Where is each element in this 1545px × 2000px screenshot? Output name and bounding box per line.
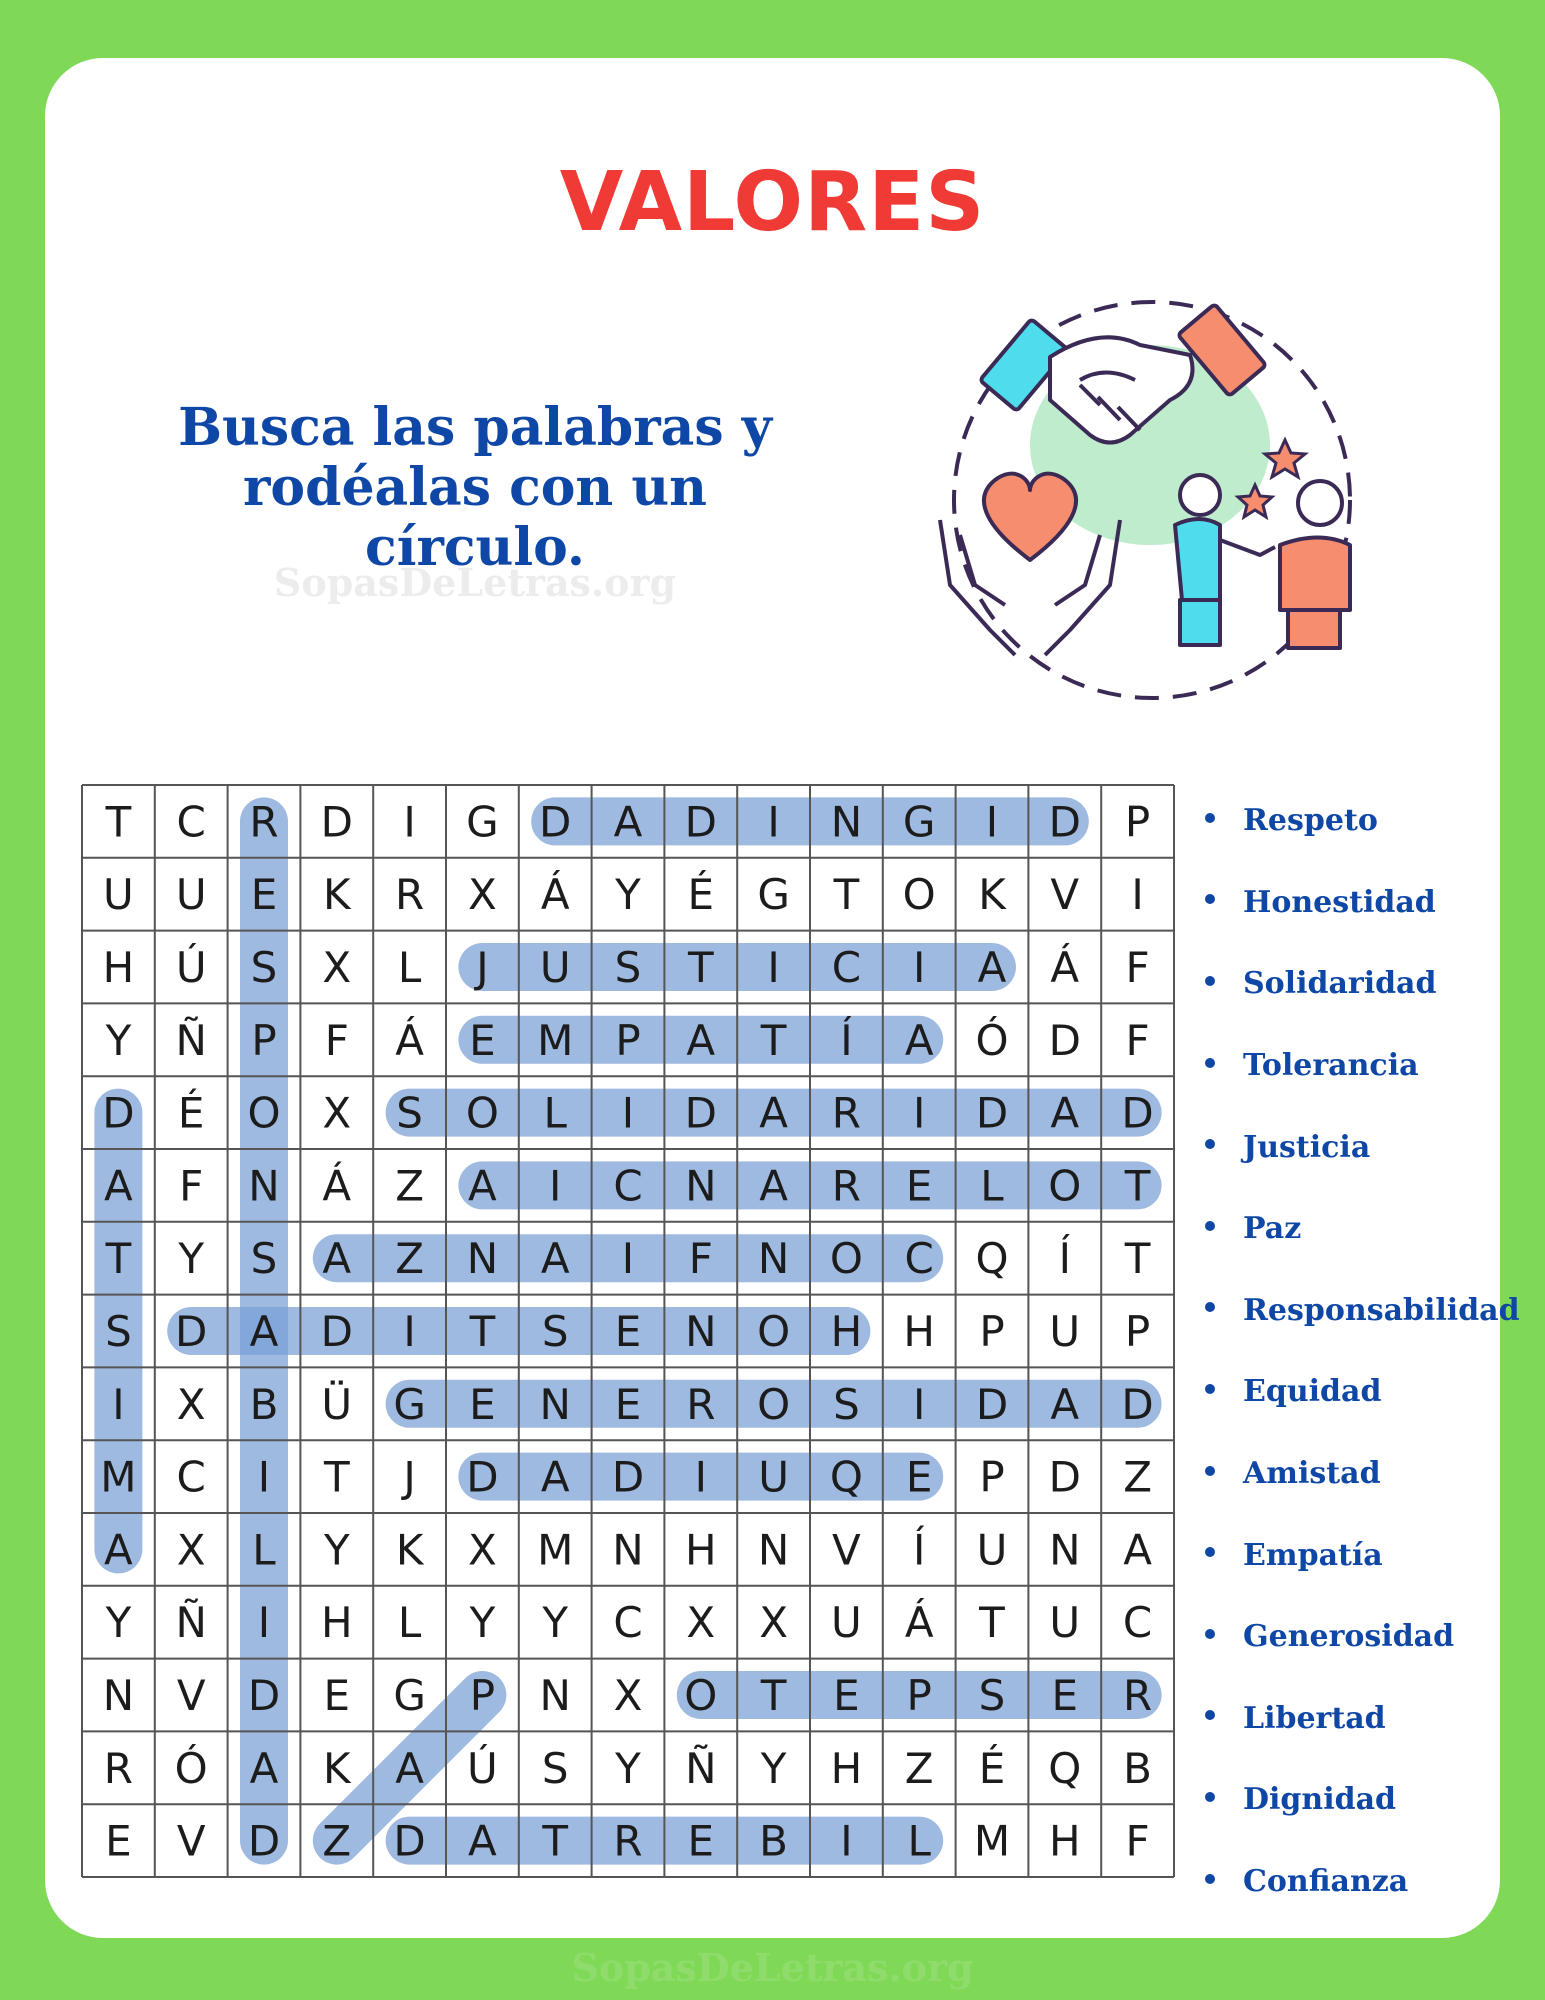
word-list-item bbox=[1205, 1270, 1520, 1352]
grid-cell-letter[interactable]: D bbox=[539, 797, 572, 847]
grid-cell-letter[interactable]: Ñ bbox=[175, 1015, 207, 1065]
bottom-watermark: SopasDeLetras.org bbox=[571, 1945, 974, 1990]
grid-cell-letter[interactable]: P bbox=[906, 1671, 932, 1720]
grid-cell-letter[interactable]: T bbox=[760, 1671, 787, 1720]
grid-cell-letter[interactable]: D bbox=[247, 1671, 281, 1720]
bullet-icon bbox=[1205, 1874, 1215, 1884]
grid-cell-letter[interactable]: U bbox=[103, 870, 134, 920]
grid-cell-letter[interactable]: Y bbox=[323, 1525, 350, 1575]
word-list-item bbox=[1205, 1841, 1520, 1923]
grid-cell-letter[interactable]: N bbox=[612, 1525, 644, 1575]
grid-cell-letter[interactable]: C bbox=[176, 797, 206, 847]
grid-cell-letter[interactable]: I bbox=[840, 1816, 853, 1866]
grid-cell-letter[interactable]: Á bbox=[904, 1598, 934, 1648]
grid-cell-letter[interactable]: R bbox=[613, 1816, 643, 1866]
grid-cell-letter[interactable]: U bbox=[539, 943, 571, 992]
grid-cell-letter[interactable]: N bbox=[757, 1525, 790, 1575]
grid-cell-letter[interactable]: C bbox=[176, 1452, 206, 1502]
grid-cell-letter[interactable]: R bbox=[831, 1161, 861, 1211]
grid-cell-letter[interactable]: I bbox=[913, 943, 926, 992]
grid-cell-letter[interactable]: O bbox=[247, 1088, 281, 1138]
grid-cell-letter[interactable]: X bbox=[322, 1088, 352, 1138]
grid-cell-letter[interactable]: N bbox=[685, 1307, 717, 1356]
grid-cell-letter[interactable]: A bbox=[977, 943, 1007, 992]
grid-cell-letter[interactable]: E bbox=[250, 870, 278, 920]
grid-cell-letter[interactable]: V bbox=[832, 1525, 861, 1575]
grid-cell-letter[interactable]: B bbox=[249, 1379, 279, 1429]
grid-cell-letter[interactable]: Z bbox=[1123, 1452, 1152, 1502]
grid-cell-letter[interactable]: I bbox=[985, 797, 999, 847]
grid-cell-letter[interactable]: L bbox=[980, 1161, 1004, 1211]
grid-cell-letter[interactable]: F bbox=[1125, 1015, 1150, 1065]
grid-cell-letter[interactable]: Y bbox=[615, 1743, 641, 1793]
bullet-icon bbox=[1205, 1302, 1215, 1312]
grid-cell-letter[interactable]: D bbox=[320, 797, 353, 847]
grid-cell-letter[interactable]: L bbox=[543, 1088, 567, 1138]
grid-cell-letter[interactable]: D bbox=[247, 1816, 281, 1866]
grid-cell-letter[interactable]: R bbox=[831, 1088, 861, 1138]
grid-cell-letter[interactable]: A bbox=[249, 1743, 279, 1793]
word-list-item bbox=[1205, 1433, 1520, 1515]
grid-cell-letter[interactable]: Q bbox=[1048, 1743, 1082, 1793]
word-label: Dignidad bbox=[1243, 1782, 1396, 1818]
grid-cell-letter[interactable]: X bbox=[759, 1598, 788, 1648]
bullet-icon bbox=[1205, 1792, 1215, 1802]
grid-cell-letter[interactable]: D bbox=[684, 797, 717, 847]
grid-cell-letter[interactable]: D bbox=[1121, 1088, 1154, 1138]
grid-cell-letter[interactable]: Í bbox=[1058, 1234, 1071, 1284]
grid-cell-letter[interactable]: H bbox=[1049, 1816, 1081, 1866]
grid-cell-letter[interactable]: I bbox=[767, 943, 780, 992]
grid-cell-letter[interactable]: B bbox=[1123, 1743, 1153, 1793]
grid-cell-letter[interactable]: D bbox=[320, 1307, 353, 1356]
grid-cell-letter[interactable]: Á bbox=[322, 1161, 352, 1211]
grid-cell-letter[interactable]: X bbox=[613, 1671, 643, 1720]
grid-cell-letter[interactable]: U bbox=[175, 870, 207, 920]
bullet-icon bbox=[1205, 1629, 1215, 1639]
grid-cell-letter[interactable]: I bbox=[257, 1598, 271, 1648]
bullet-icon bbox=[1205, 813, 1215, 823]
bullet-icon bbox=[1205, 1221, 1215, 1231]
grid-cell-letter[interactable]: Y bbox=[469, 1598, 496, 1648]
grid-cell-letter[interactable]: N bbox=[539, 1671, 571, 1720]
grid-cell-letter[interactable]: C bbox=[831, 943, 862, 992]
word-list-item bbox=[1205, 862, 1520, 944]
grid-cell-letter[interactable]: I bbox=[1131, 870, 1144, 920]
word-list-item bbox=[1205, 1025, 1520, 1107]
grid-cell-letter[interactable]: Ü bbox=[321, 1379, 353, 1429]
grid-cell-letter[interactable]: Z bbox=[395, 1234, 424, 1284]
grid-cell-letter[interactable]: I bbox=[913, 1088, 926, 1138]
grid-cell-letter[interactable]: A bbox=[759, 1088, 788, 1138]
grid-cell-letter[interactable]: L bbox=[252, 1525, 276, 1575]
grid-cell-letter[interactable]: C bbox=[904, 1234, 934, 1284]
grid-cell-letter[interactable]: T bbox=[1124, 1234, 1151, 1284]
bullet-icon bbox=[1205, 1384, 1215, 1394]
grid-cell-letter[interactable]: E bbox=[833, 1671, 860, 1720]
grid-cell-letter[interactable]: P bbox=[469, 1671, 496, 1720]
grid-cell-letter[interactable]: Y bbox=[178, 1234, 205, 1284]
bullet-icon bbox=[1205, 1547, 1215, 1557]
grid-cell-letter[interactable]: E bbox=[614, 1307, 642, 1356]
grid-cell-letter[interactable]: T bbox=[979, 1598, 1005, 1648]
grid-cell-letter[interactable]: O bbox=[465, 1088, 499, 1138]
grid-cell-letter[interactable]: Q bbox=[829, 1452, 863, 1502]
grid-cell-letter[interactable]: O bbox=[757, 1379, 791, 1429]
grid-cell-letter[interactable]: J bbox=[476, 943, 489, 992]
grid-cell-letter[interactable]: E bbox=[469, 1015, 496, 1065]
grid-cell-letter[interactable]: R bbox=[686, 1379, 716, 1429]
grid-cell-letter[interactable]: S bbox=[541, 1743, 569, 1793]
grid-cell-letter[interactable]: T bbox=[323, 1452, 350, 1502]
grid-cell-letter[interactable]: A bbox=[613, 797, 643, 847]
grid-cell-letter[interactable]: S bbox=[250, 1234, 278, 1284]
grid-cell-letter[interactable]: S bbox=[396, 1088, 423, 1138]
grid-cell-letter[interactable]: O bbox=[757, 1307, 791, 1356]
grid-cell-letter[interactable]: Ó bbox=[975, 1015, 1009, 1065]
word-list bbox=[1205, 780, 1520, 1922]
word-list-item bbox=[1205, 1351, 1520, 1433]
grid-cell-letter[interactable]: N bbox=[685, 1161, 717, 1211]
grid-cell-letter[interactable]: M bbox=[537, 1525, 574, 1575]
grid-cell-letter[interactable]: T bbox=[542, 1816, 569, 1866]
grid-cell-letter[interactable]: I bbox=[403, 1307, 416, 1356]
grid-cell-letter[interactable]: U bbox=[976, 1525, 1008, 1575]
grid-cell-letter[interactable]: V bbox=[1050, 870, 1080, 920]
grid-cell-letter[interactable]: Z bbox=[904, 1743, 934, 1793]
page-title: VALORES bbox=[559, 155, 986, 250]
grid-cell-letter[interactable]: É bbox=[177, 1088, 205, 1138]
grid-cell-letter[interactable]: X bbox=[468, 870, 497, 920]
grid-cell-letter[interactable]: E bbox=[469, 1379, 496, 1429]
grid-cell-letter[interactable]: I bbox=[913, 1379, 926, 1429]
grid-cell-letter[interactable]: E bbox=[687, 1816, 715, 1866]
grid-cell-letter[interactable]: S bbox=[250, 943, 278, 992]
grid-cell-letter[interactable]: P bbox=[979, 1452, 1005, 1502]
grid-cell-letter[interactable]: R bbox=[249, 797, 279, 847]
grid-cell-letter[interactable]: K bbox=[978, 870, 1006, 920]
grid-cell-letter[interactable]: C bbox=[1122, 1598, 1153, 1648]
grid-cell-letter[interactable]: I bbox=[767, 797, 780, 847]
grid-cell-letter[interactable]: I bbox=[694, 1452, 707, 1502]
word-label: Tolerancia bbox=[1243, 1048, 1419, 1084]
grid-cell-letter[interactable]: X bbox=[322, 943, 352, 992]
grid-cell-letter[interactable]: T bbox=[687, 943, 714, 992]
grid-cell-letter[interactable]: K bbox=[395, 1525, 424, 1575]
word-search-grid bbox=[80, 783, 1176, 1883]
grid-cell-letter[interactable]: E bbox=[905, 1452, 933, 1502]
grid-cell-letter[interactable]: Y bbox=[542, 1598, 569, 1648]
grid-cell-letter[interactable]: I bbox=[257, 1452, 271, 1502]
grid-cell-letter[interactable]: J bbox=[403, 1452, 416, 1502]
grid-cell-letter[interactable]: K bbox=[323, 1743, 351, 1793]
grid-cell-letter[interactable]: S bbox=[614, 943, 642, 992]
watermark: SopasDeLetras.org bbox=[273, 560, 677, 605]
instructions bbox=[130, 398, 820, 578]
grid-cell-letter[interactable]: F bbox=[179, 1161, 204, 1211]
grid-cell-letter[interactable]: E bbox=[614, 1379, 642, 1429]
instructions-line-1: Busca las palabras y bbox=[178, 397, 772, 458]
grid-cell-letter[interactable]: I bbox=[621, 1234, 635, 1284]
word-list-item bbox=[1205, 1759, 1520, 1841]
grid-cell-letter[interactable]: A bbox=[249, 1307, 279, 1356]
grid-cell-letter[interactable]: D bbox=[1048, 1015, 1081, 1065]
grid-cell-letter[interactable]: L bbox=[397, 1598, 422, 1648]
grid-cell-letter[interactable]: E bbox=[323, 1671, 351, 1720]
grid-cell-letter[interactable]: A bbox=[395, 1743, 424, 1793]
word-list-item bbox=[1205, 943, 1520, 1025]
grid-cell-letter[interactable]: F bbox=[688, 1234, 713, 1284]
grid-cell-letter[interactable]: R bbox=[103, 1743, 133, 1793]
grid-cell-letter[interactable]: G bbox=[393, 1671, 426, 1720]
grid-cell-letter[interactable]: T bbox=[105, 797, 132, 847]
word-label: Paz bbox=[1243, 1211, 1302, 1247]
grid-cell-letter[interactable]: H bbox=[830, 1743, 863, 1793]
grid-cell-letter[interactable]: P bbox=[615, 1015, 641, 1065]
grid-cell-letter[interactable]: N bbox=[466, 1234, 499, 1284]
grid-cell-letter[interactable]: D bbox=[684, 1088, 717, 1138]
word-list-item bbox=[1205, 1596, 1520, 1678]
grid-cell-letter[interactable]: D bbox=[975, 1379, 1009, 1429]
grid-cell-letter[interactable]: S bbox=[833, 1379, 860, 1429]
grid-cell-letter[interactable]: Y bbox=[105, 1015, 132, 1065]
grid-cell-letter[interactable]: Z bbox=[395, 1161, 424, 1211]
word-label: Generosidad bbox=[1243, 1619, 1455, 1655]
grid-cell-letter[interactable]: H bbox=[830, 1307, 863, 1356]
bullet-icon bbox=[1205, 1710, 1215, 1720]
grid-cell-letter[interactable]: H bbox=[903, 1307, 935, 1356]
grid-cell-letter[interactable]: Ú bbox=[175, 943, 207, 992]
grid-cell-letter[interactable]: Ó bbox=[174, 1743, 208, 1793]
grid-cell-letter[interactable]: A bbox=[540, 1452, 570, 1502]
grid-cell-letter[interactable]: A bbox=[104, 1161, 133, 1211]
grid-cell-letter[interactable]: F bbox=[1125, 943, 1150, 992]
grid-cell-letter[interactable]: N bbox=[102, 1671, 135, 1720]
word-label: Empatía bbox=[1243, 1537, 1383, 1573]
grid-cell-letter[interactable]: L bbox=[397, 943, 422, 992]
grid-cell-letter[interactable]: N bbox=[757, 1234, 790, 1284]
grid-cell-letter[interactable]: P bbox=[1124, 1307, 1151, 1356]
grid-cell-letter[interactable]: T bbox=[1124, 1161, 1151, 1211]
word-label: Equidad bbox=[1243, 1374, 1382, 1410]
grid-cell-letter[interactable]: S bbox=[541, 1307, 569, 1356]
grid-cell-letter[interactable]: Y bbox=[760, 1743, 787, 1793]
grid-cell-letter[interactable]: H bbox=[321, 1598, 353, 1648]
instructions-line-2: rodéalas con un círculo. bbox=[243, 457, 707, 578]
grid-cell-letter[interactable]: G bbox=[466, 797, 499, 847]
grid-cell-letter[interactable]: E bbox=[1051, 1671, 1079, 1720]
grid-cell-letter[interactable]: U bbox=[1049, 1598, 1081, 1648]
word-list-item bbox=[1205, 1188, 1520, 1270]
grid-cell-letter[interactable]: F bbox=[1125, 1816, 1150, 1866]
grid-cell-letter[interactable]: H bbox=[102, 943, 135, 992]
bullet-icon bbox=[1205, 894, 1215, 904]
grid-cell-letter[interactable]: A bbox=[904, 1015, 934, 1065]
grid-cell-letter[interactable]: G bbox=[902, 797, 936, 847]
grid-cell-letter[interactable]: N bbox=[830, 797, 863, 847]
grid-cell-letter[interactable]: S bbox=[978, 1671, 1006, 1720]
grid-cell-letter[interactable]: Í bbox=[913, 1525, 926, 1575]
grid-cell-letter[interactable]: M bbox=[973, 1816, 1011, 1866]
bullet-icon bbox=[1205, 1466, 1215, 1476]
bullet-icon bbox=[1205, 1058, 1215, 1068]
grid-cell-letter[interactable]: Á bbox=[395, 1015, 424, 1065]
grid-cell-letter[interactable]: U bbox=[758, 1452, 789, 1502]
grid-cell-letter[interactable]: O bbox=[1048, 1161, 1082, 1211]
grid-cell-letter[interactable]: I bbox=[621, 1088, 635, 1138]
grid-cell-letter[interactable]: O bbox=[902, 870, 936, 920]
grid-cell-letter[interactable]: X bbox=[686, 1598, 716, 1648]
grid-cell-letter[interactable]: P bbox=[979, 1307, 1005, 1356]
grid-cell-letter[interactable]: A bbox=[468, 1161, 497, 1211]
grid-cell-letter[interactable]: É bbox=[978, 1743, 1006, 1793]
grid-cell-letter[interactable]: M bbox=[537, 1015, 574, 1065]
grid-cell-letter[interactable]: C bbox=[613, 1161, 643, 1211]
grid-cell-letter[interactable]: I bbox=[112, 1379, 125, 1429]
grid-cell-letter[interactable]: Í bbox=[840, 1015, 853, 1065]
word-list-item bbox=[1205, 1106, 1520, 1188]
word-label: Libertad bbox=[1243, 1700, 1386, 1736]
grid-cell-letter[interactable]: N bbox=[1049, 1525, 1081, 1575]
grid-cell-letter[interactable]: O bbox=[684, 1671, 718, 1720]
grid-cell-letter[interactable]: D bbox=[175, 1307, 208, 1356]
grid-cell-letter[interactable]: G bbox=[757, 870, 790, 920]
bullet-icon bbox=[1205, 976, 1215, 986]
word-list-item bbox=[1205, 1514, 1520, 1596]
grid-cell-letter[interactable]: M bbox=[100, 1452, 137, 1502]
grid-cell-letter[interactable]: A bbox=[1050, 1379, 1080, 1429]
grid-cell-letter[interactable]: E bbox=[105, 1816, 132, 1866]
word-label: Honestidad bbox=[1243, 884, 1436, 920]
grid-cell-letter[interactable]: A bbox=[686, 1015, 716, 1065]
grid-cell-letter[interactable]: D bbox=[611, 1452, 645, 1502]
grid-cell-letter[interactable]: I bbox=[403, 797, 416, 847]
grid-cell-letter[interactable]: T bbox=[469, 1307, 496, 1356]
grid-cell-letter[interactable]: Á bbox=[540, 870, 570, 920]
grid-cell-letter[interactable]: F bbox=[324, 1015, 349, 1065]
grid-cell-letter[interactable]: D bbox=[393, 1816, 426, 1866]
grid-cell-letter[interactable]: Y bbox=[105, 1598, 132, 1648]
grid-cell-letter[interactable]: O bbox=[829, 1234, 863, 1284]
grid-cell-letter[interactable]: A bbox=[1123, 1525, 1152, 1575]
grid-cell-letter[interactable]: D bbox=[102, 1088, 135, 1138]
grid-cell-letter[interactable]: V bbox=[176, 1671, 206, 1720]
grid-cell-letter[interactable]: N bbox=[539, 1379, 571, 1429]
grid-cell-letter[interactable]: Q bbox=[975, 1234, 1009, 1284]
grid-cell-letter[interactable]: L bbox=[907, 1816, 931, 1866]
grid-cell-letter[interactable]: P bbox=[251, 1015, 277, 1065]
grid-cell-letter[interactable]: V bbox=[176, 1816, 206, 1866]
grid-cell-letter[interactable]: B bbox=[759, 1816, 789, 1866]
grid-cell-letter[interactable]: Ñ bbox=[685, 1743, 717, 1793]
grid-cell-letter[interactable]: T bbox=[833, 870, 860, 920]
grid-cell-letter[interactable]: D bbox=[1121, 1379, 1154, 1429]
grid-cell-letter[interactable]: T bbox=[760, 1015, 787, 1065]
grid-cell-letter[interactable]: A bbox=[759, 1161, 788, 1211]
word-label: Confianza bbox=[1243, 1864, 1409, 1900]
grid-cell-letter[interactable]: Ñ bbox=[175, 1598, 207, 1648]
grid-cell-letter[interactable]: Á bbox=[1050, 943, 1080, 992]
values-illustration bbox=[930, 285, 1370, 705]
grid-cell-letter[interactable]: N bbox=[248, 1161, 280, 1211]
grid-cell-letter[interactable]: C bbox=[613, 1598, 643, 1648]
grid-cell-letter[interactable]: A bbox=[540, 1234, 570, 1284]
grid-cell-letter[interactable]: D bbox=[975, 1088, 1009, 1138]
word-label: Solidaridad bbox=[1243, 966, 1437, 1002]
word-label: Amistad bbox=[1243, 1456, 1381, 1492]
bullet-icon bbox=[1205, 1139, 1215, 1149]
grid-cell-letter[interactable]: H bbox=[685, 1525, 717, 1575]
grid-cell-letter[interactable]: P bbox=[1124, 797, 1151, 847]
grid-cell-letter[interactable]: T bbox=[105, 1234, 132, 1284]
grid-cell-letter[interactable]: E bbox=[905, 1161, 933, 1211]
word-label: Justicia bbox=[1243, 1129, 1371, 1165]
grid-cell-letter[interactable]: A bbox=[1050, 1088, 1080, 1138]
grid-cell-letter[interactable]: X bbox=[468, 1525, 497, 1575]
word-list-item bbox=[1205, 780, 1520, 862]
grid-cell-letter[interactable]: Ú bbox=[467, 1743, 498, 1793]
grid-cell-letter[interactable]: É bbox=[687, 870, 715, 920]
grid-cell-letter[interactable]: A bbox=[322, 1234, 352, 1284]
grid-cell-letter[interactable]: Y bbox=[615, 870, 641, 920]
word-list-item bbox=[1205, 1678, 1520, 1760]
grid-cell-letter[interactable]: R bbox=[1123, 1671, 1153, 1720]
grid-cell-letter[interactable]: D bbox=[1048, 1452, 1081, 1502]
grid-cell-letter[interactable]: U bbox=[1049, 1307, 1081, 1356]
grid-cell-letter[interactable]: Z bbox=[322, 1816, 352, 1866]
grid-cell-letter[interactable]: S bbox=[105, 1307, 132, 1356]
grid-cell-letter[interactable]: D bbox=[466, 1452, 499, 1502]
grid-cell-letter[interactable]: X bbox=[176, 1379, 206, 1429]
grid-cell-letter[interactable]: G bbox=[393, 1379, 426, 1429]
grid-cell-letter[interactable]: A bbox=[468, 1816, 497, 1866]
word-label: Respeto bbox=[1243, 803, 1378, 839]
grid-cell-letter[interactable]: U bbox=[831, 1598, 862, 1648]
grid-cell-letter[interactable]: R bbox=[395, 870, 425, 920]
grid-cell-letter[interactable]: D bbox=[1048, 797, 1081, 847]
grid-cell-letter[interactable]: A bbox=[104, 1525, 133, 1575]
grid-cell-letter[interactable]: X bbox=[176, 1525, 206, 1575]
grid-cell-letter[interactable]: I bbox=[549, 1161, 562, 1211]
grid-cell-letter[interactable]: K bbox=[323, 870, 351, 920]
word-label: Responsabilidad bbox=[1243, 1292, 1520, 1328]
